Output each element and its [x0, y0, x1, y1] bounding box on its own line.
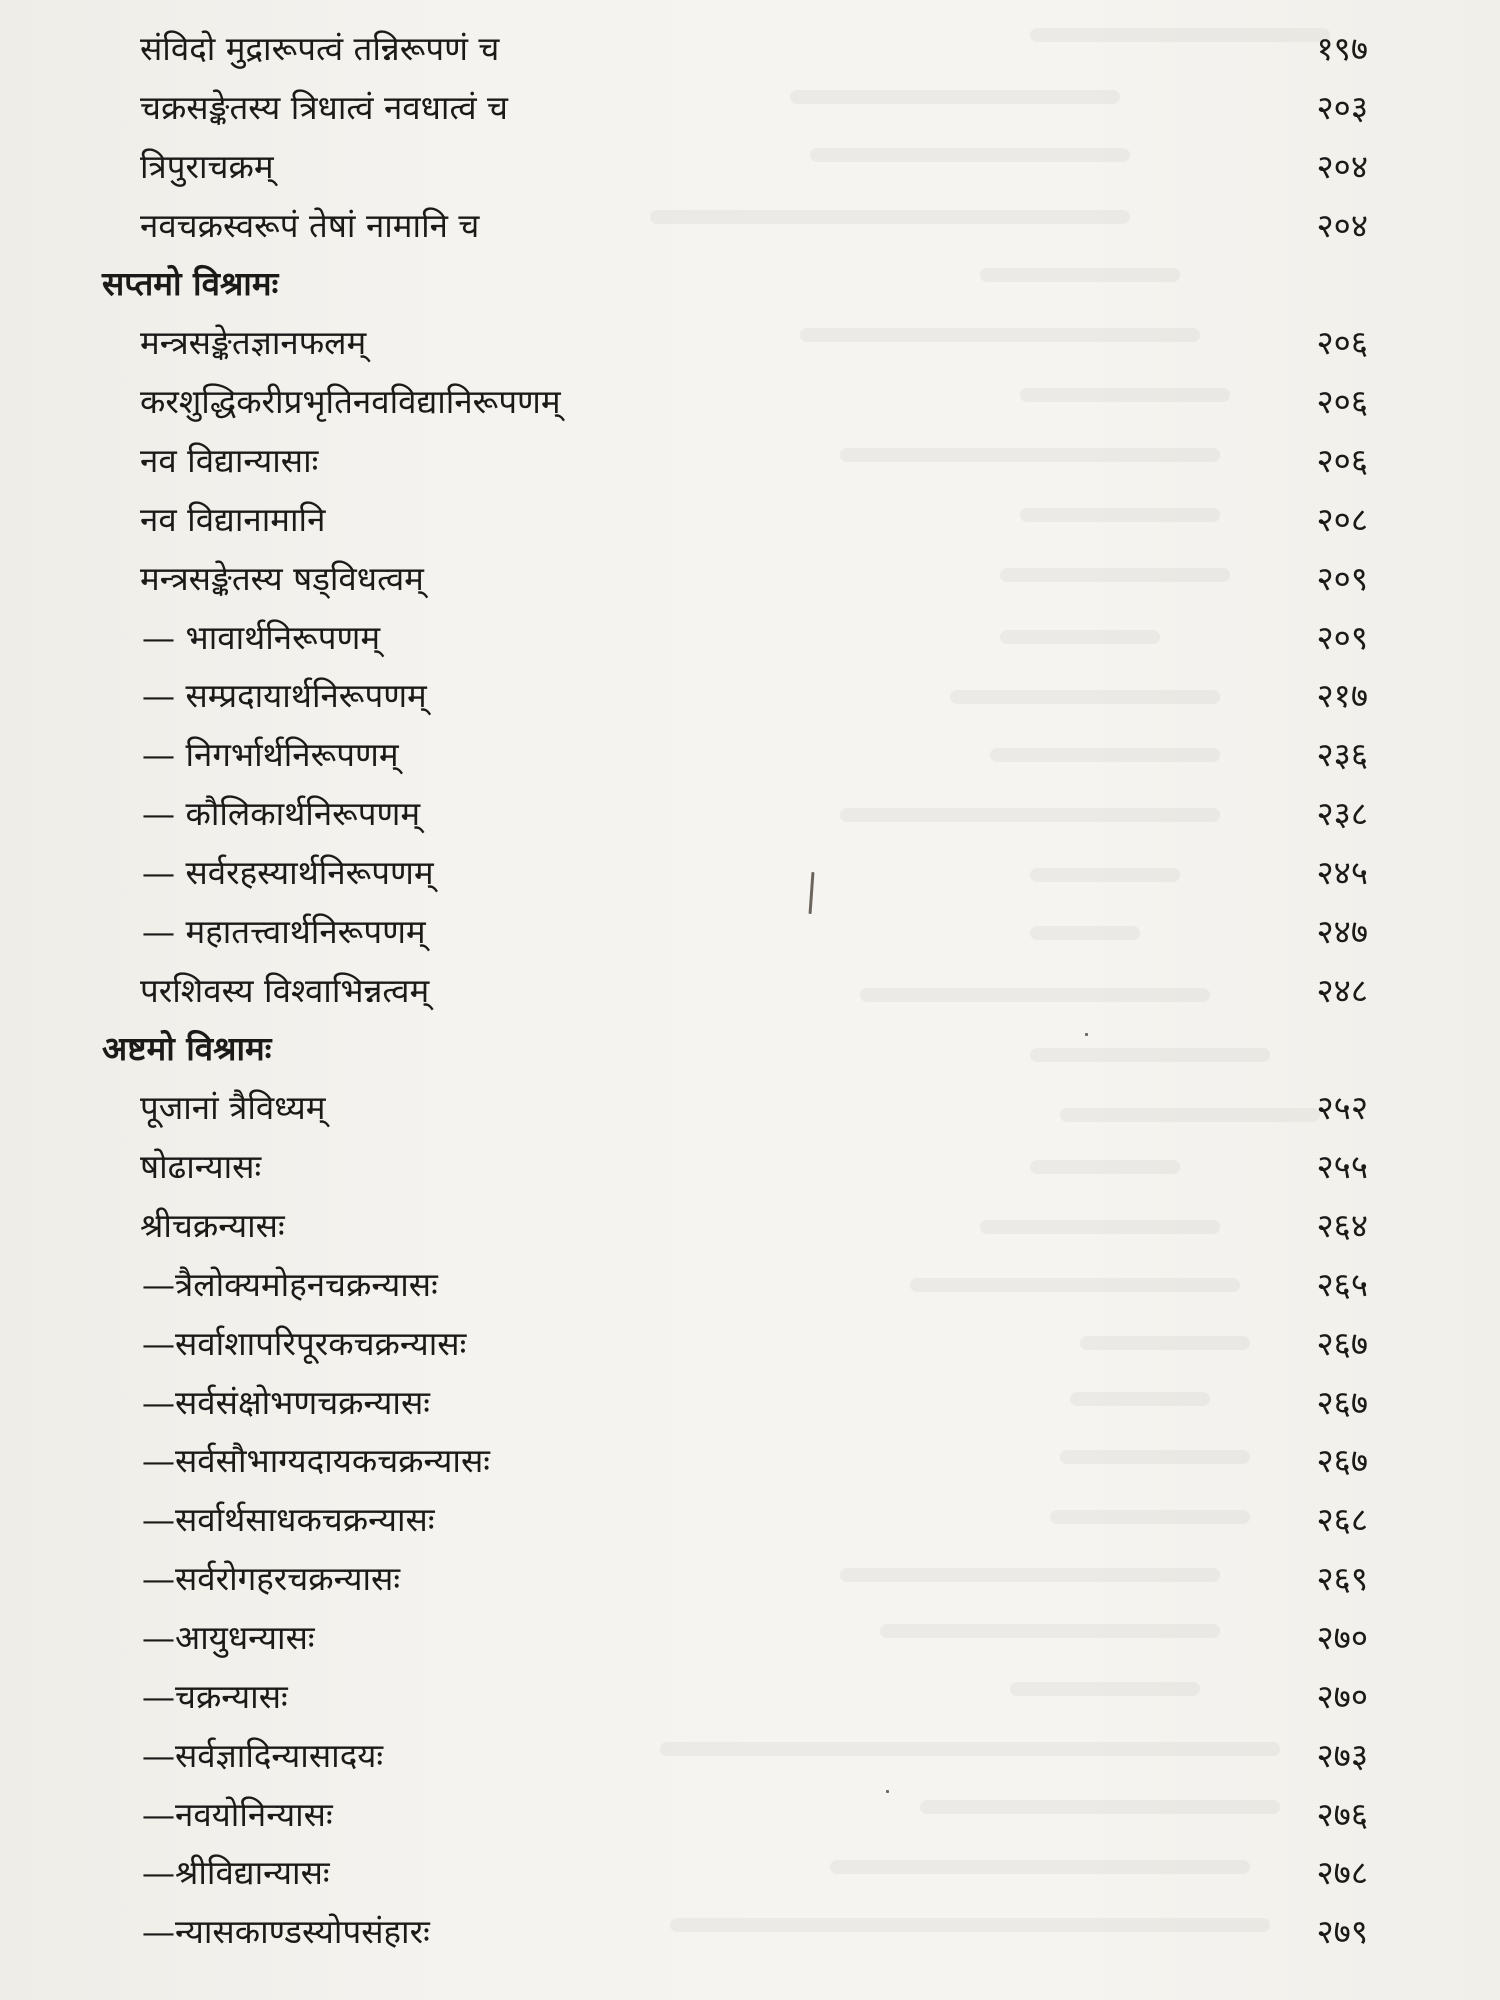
toc-entry-title: —नवयोनिन्यासः — [142, 1794, 333, 1834]
toc-page-number: २६५ — [1316, 1264, 1368, 1304]
toc-entry-title: —सर्वसंक्षोभणचक्रन्यासः — [142, 1382, 430, 1422]
toc-page-number: २६४ — [1316, 1206, 1368, 1245]
toc-entry-title: मन्त्रसङ्केतज्ञानफलम् — [140, 323, 367, 363]
toc-entry-row — [0, 197, 1500, 255]
toc-page-number: २७६ — [1316, 1794, 1368, 1834]
toc-page-number: २३८ — [1316, 794, 1368, 834]
toc-page-number: २५५ — [1316, 1147, 1368, 1187]
toc-entry-row — [0, 962, 1500, 1020]
toc-entry-title: मन्त्रसङ्केतस्य षड्विधत्वम् — [140, 558, 424, 598]
toc-entry-row — [0, 667, 1500, 725]
toc-entry-title: नव विद्यानामानि — [140, 499, 326, 539]
toc-page-number: २६७ — [1316, 1382, 1368, 1422]
toc-page-number: २०४ — [1316, 205, 1368, 245]
toc-entry-row — [0, 1609, 1500, 1667]
toc-entry-title: — सम्प्रदायार्थनिरूपणम् — [142, 676, 427, 716]
toc-entry-row — [0, 1844, 1500, 1902]
toc-entry-title: — कौलिकार्थनिरूपणम् — [142, 794, 421, 834]
toc-entry-title: नव विद्यान्यासाः — [140, 440, 319, 480]
toc-page-number: २०६ — [1316, 323, 1368, 363]
toc-entry-row — [0, 844, 1500, 902]
section-heading: सप्तमो विश्रामः — [102, 264, 279, 304]
toc-entry-row — [0, 1315, 1500, 1373]
toc-entry-title: —चक्रन्यासः — [142, 1676, 288, 1716]
toc-page-number: १९७ — [1316, 29, 1368, 68]
toc-entry-title: —सर्वरोगहरचक्रन्यासः — [142, 1559, 400, 1599]
toc-entry-row — [0, 903, 1500, 961]
toc-entry-title: — महातत्त्वार्थनिरूपणम् — [142, 911, 426, 951]
toc-entry-row — [0, 1550, 1500, 1608]
toc-entry-title: —त्रैलोक्यमोहनचक्रन्यासः — [142, 1264, 438, 1304]
toc-page-number: २४७ — [1316, 911, 1368, 951]
toc-entry-row — [0, 20, 1500, 78]
toc-page-number: २६९ — [1316, 1559, 1368, 1599]
toc-entry-row — [0, 1668, 1500, 1726]
toc-entry-title: — भावार्थनिरूपणम् — [142, 617, 381, 657]
toc-page-number: २५२ — [1316, 1088, 1368, 1128]
toc-page-number: २१७ — [1316, 676, 1368, 716]
toc-entry-row — [0, 550, 1500, 608]
toc-entry-row — [0, 609, 1500, 667]
toc-page-number: २३६ — [1316, 735, 1368, 775]
toc-page-number: २०९ — [1316, 558, 1368, 598]
toc-entry-row — [0, 432, 1500, 490]
toc-entry-title: —न्यासकाण्डस्योपसंहारः — [142, 1912, 430, 1952]
toc-entry-row — [0, 79, 1500, 137]
toc-entry-row — [0, 1197, 1500, 1255]
toc-entry-row — [0, 726, 1500, 784]
toc-page-number: २६७ — [1316, 1441, 1368, 1481]
toc-entry-row — [0, 1374, 1500, 1432]
toc-entry-title: संविदो मुद्रारूपत्वं तन्निरूपणं च — [140, 29, 500, 68]
toc-page-number: २४८ — [1316, 970, 1368, 1010]
toc-entry-row — [0, 491, 1500, 549]
toc-entry-title: — सर्वरहस्यार्थनिरूपणम् — [142, 852, 434, 892]
toc-entry-row — [0, 1727, 1500, 1785]
toc-page-number: २७९ — [1316, 1912, 1368, 1952]
toc-page-number: २०३ — [1316, 87, 1368, 127]
toc-entry-title: —आयुधन्यासः — [142, 1617, 315, 1657]
toc-page-number: २७० — [1316, 1676, 1368, 1716]
toc-entry-row — [0, 1491, 1500, 1549]
toc-entry-title: —श्रीविद्यान्यासः — [142, 1853, 330, 1893]
toc-entry-row — [0, 1079, 1500, 1137]
toc-entry-row — [0, 785, 1500, 843]
toc-page-number: २६८ — [1316, 1500, 1368, 1540]
toc-entry-title: पूजानां त्रैविध्यम् — [140, 1088, 326, 1128]
toc-page-number: २०४ — [1316, 146, 1368, 186]
toc-entry-title: परशिवस्य विश्वाभिन्नत्वम् — [140, 970, 430, 1010]
toc-entry-title: —सर्वाशापरिपूरकचक्रन्यासः — [142, 1323, 467, 1363]
toc-entry-title: नवचक्रस्वरूपं तेषां नामानि च — [140, 205, 480, 245]
toc-page-number: २४५ — [1316, 852, 1368, 892]
toc-entry-row — [0, 1256, 1500, 1314]
toc-page-number: २०८ — [1316, 499, 1368, 539]
toc-entry-title: करशुद्धिकरीप्रभृतिनवविद्यानिरूपणम् — [140, 382, 561, 422]
toc-page-number: २७० — [1316, 1617, 1368, 1657]
toc-entry-row — [0, 1138, 1500, 1196]
toc-page-number: २७३ — [1316, 1735, 1368, 1775]
toc-entry-title: —सर्वज्ञादिन्यासादयः — [142, 1735, 384, 1775]
toc-page-number: २०६ — [1316, 440, 1368, 480]
toc-entry-title: —सर्वार्थसाधकचक्रन्यासः — [142, 1500, 435, 1540]
toc-page-number: २६७ — [1316, 1323, 1368, 1363]
section-heading-row — [0, 255, 1500, 313]
toc-entry-title: त्रिपुराचक्रम् — [140, 146, 274, 186]
section-heading: अष्टमो विश्रामः — [102, 1029, 272, 1069]
toc-entry-title: चक्रसङ्केतस्य त्रिधात्वं नवधात्वं च — [140, 87, 509, 127]
toc-entry-title: श्रीचक्रन्यासः — [140, 1206, 285, 1245]
toc-entry-row — [0, 314, 1500, 372]
toc-entry-row — [0, 138, 1500, 196]
section-heading-row — [0, 1020, 1500, 1078]
toc-page-number: २०९ — [1316, 617, 1368, 657]
toc-entry-row — [0, 1432, 1500, 1490]
toc-entry-title: षोढान्यासः — [140, 1147, 262, 1187]
toc-entry-title: — निगर्भार्थनिरूपणम् — [142, 735, 399, 775]
toc-page-number: २०६ — [1316, 382, 1368, 422]
toc-entry-title: —सर्वसौभाग्यदायकचक्रन्यासः — [142, 1441, 490, 1481]
toc-entry-row — [0, 373, 1500, 431]
toc-page-number: २७८ — [1316, 1853, 1368, 1893]
toc-entry-row — [0, 1786, 1500, 1844]
toc-entry-row — [0, 1903, 1500, 1961]
